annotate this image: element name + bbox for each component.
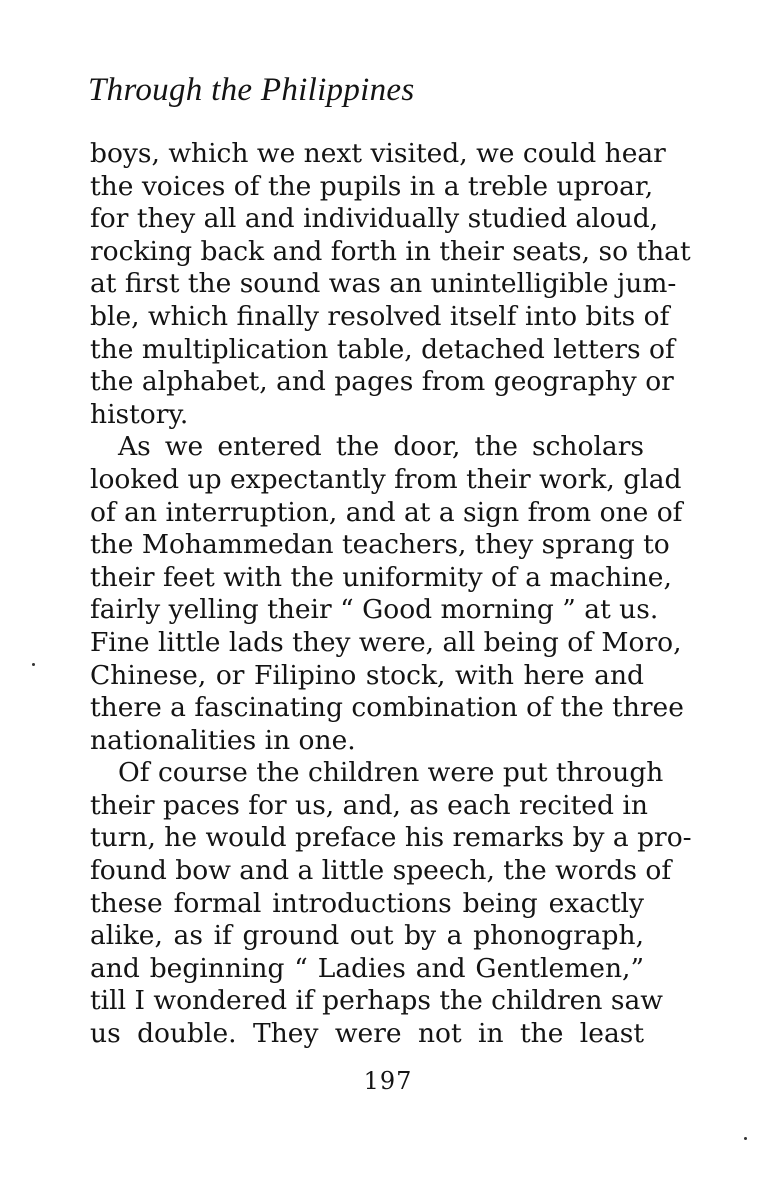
text-line: their paces for us, and, as each recited in xyxy=(90,789,648,821)
text-line: Of course the children were put through xyxy=(118,757,664,789)
page-number: 197 xyxy=(363,1067,413,1095)
text-line: for they all and individually studied aloud, xyxy=(90,203,659,235)
body-text xyxy=(90,138,692,1051)
text-line: turn, he would preface his remarks by a pro- xyxy=(90,822,692,854)
print-speck xyxy=(32,663,35,666)
text-line: of an interruption, and at a sign from one of xyxy=(90,496,683,528)
text-line: nationalities in one. xyxy=(90,724,356,756)
text-line: rocking back and forth in their seats, so that xyxy=(90,235,691,267)
text-line: their feet with the uniformity of a machine, xyxy=(90,561,672,593)
text-line: and beginning “ Ladies and Gentlemen,” xyxy=(90,952,644,984)
text-line: fairly yelling their “ Good morning ” at us. xyxy=(90,594,659,626)
text-line: the multiplication table, detached letters of xyxy=(90,333,675,365)
running-head: Through the Philippines xyxy=(88,72,415,108)
print-speck xyxy=(744,1137,747,1140)
text-line: at first the sound was an unintelligible jum- xyxy=(90,268,677,300)
text-line: Fine little lads they were, all being of Moro, xyxy=(90,626,682,658)
text-line: history. xyxy=(90,398,189,430)
text-line: these formal introductions being exactly xyxy=(90,887,644,919)
text-line: till I wondered if perhaps the children saw xyxy=(90,985,663,1017)
text-line: ble, which finally resolved itself into bits of xyxy=(90,300,670,332)
text-line: alike, as if ground out by a phonograph, xyxy=(90,920,644,952)
text-line: the voices of the pupils in a treble uproar, xyxy=(90,170,654,202)
text-line: Chinese, or Filipino stock, with here and xyxy=(90,659,644,691)
text-line: the Mohammedan teachers, they sprang to xyxy=(90,529,670,561)
text-line: the alphabet, and pages from geography or xyxy=(90,366,674,398)
text-line: boys, which we next visited, we could hear xyxy=(90,138,666,169)
text-line: As we entered the door, the scholars xyxy=(118,431,644,463)
text-line: there a fascinating combination of the three xyxy=(90,692,684,724)
text-line: us double. They were not in the least xyxy=(90,1018,644,1050)
text-line: found bow and a little speech, the words of xyxy=(90,855,672,887)
text-line: looked up expectantly from their work, glad xyxy=(90,463,682,495)
